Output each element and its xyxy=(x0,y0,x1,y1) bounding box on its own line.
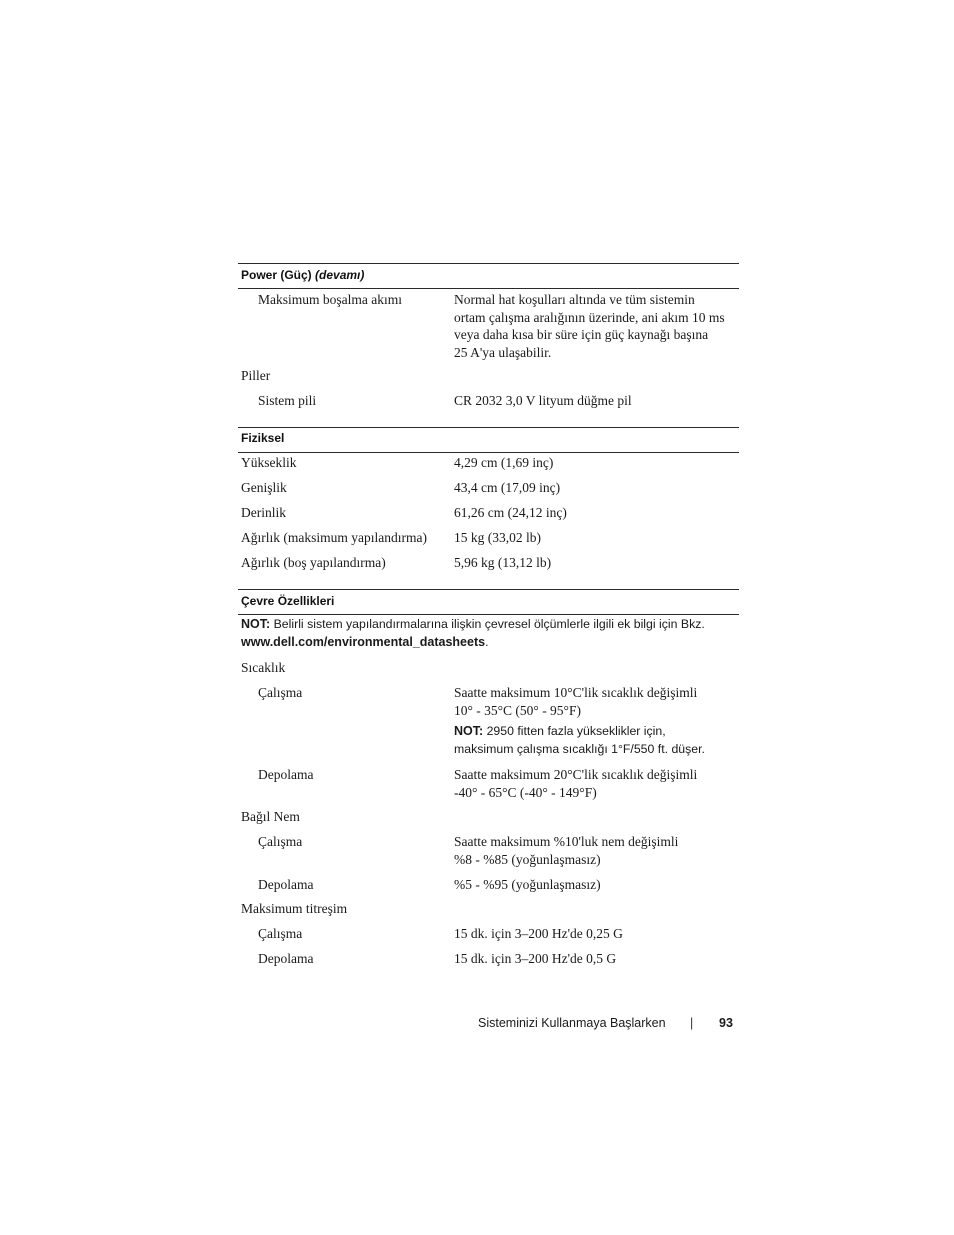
environmental-heading-rule xyxy=(238,614,739,615)
physical-heading-rule xyxy=(238,452,739,453)
weight-max-label: Ağırlık (maksimum yapılandırma) xyxy=(241,530,427,545)
temp-note-line2: maksimum çalışma sıcaklığı 1°F/550 ft. düşer. xyxy=(454,741,705,756)
temperature-label: Sıcaklık xyxy=(241,660,286,675)
temp-storage-line: -40° - 65°C (-40° - 149°F) xyxy=(454,784,597,800)
vib-operating-label: Çalışma xyxy=(258,926,303,941)
note-end: . xyxy=(485,634,489,649)
max-discharge-label: Maksimum boşalma akımı xyxy=(258,292,402,307)
note-label: NOT: xyxy=(241,617,271,631)
temp-operating-line: 10° - 35°C (50° - 95°F) xyxy=(454,702,581,718)
width-label: Genişlik xyxy=(241,480,287,495)
power-heading-rule xyxy=(238,288,739,289)
height-label: Yükseklik xyxy=(241,455,297,470)
system-battery-label: Sistem pili xyxy=(258,393,317,408)
hum-storage-label: Depolama xyxy=(258,877,314,892)
temp-note-line1: 2950 fitten fazla yükseklikler için, xyxy=(486,724,666,738)
power-heading-continued: (devamı) xyxy=(315,268,365,282)
batteries-label: Piller xyxy=(241,368,271,383)
width-value: 43,4 cm (17,09 inç) xyxy=(454,480,561,495)
weight-empty-value: 5,96 kg (13,12 lb) xyxy=(454,555,552,570)
vib-storage-label: Depolama xyxy=(258,951,314,966)
hum-operating-value xyxy=(454,833,739,868)
humidity-label: Bağıl Nem xyxy=(241,809,300,824)
temp-operating-label: Çalışma xyxy=(258,685,303,700)
vib-storage-value: 15 dk. için 3–200 Hz'de 0,5 G xyxy=(454,951,617,966)
physical-top-rule xyxy=(238,427,739,428)
temp-storage-label: Depolama xyxy=(258,767,314,782)
depth-value: 61,26 cm (24,12 inç) xyxy=(454,505,567,520)
hum-storage-value: %5 - %95 (yoğunlaşmasız) xyxy=(454,877,601,892)
max-discharge-line: veya daha kısa bir süre için güç kaynağı başına xyxy=(454,327,709,342)
page-number: 93 xyxy=(719,1016,733,1030)
power-heading xyxy=(241,268,364,282)
environmental-note xyxy=(241,616,739,651)
max-discharge-line: 25 A'ya ulaşabilir. xyxy=(454,344,552,360)
temp-operating-line: Saatte maksimum 10°C'lik sıcaklık değişimli xyxy=(454,685,698,700)
footer-title: Sisteminizi Kullanmaya Başlarken xyxy=(478,1016,666,1030)
footer-separator: | xyxy=(690,1016,694,1030)
power-heading-text: Power (Güç) xyxy=(241,268,312,282)
temp-storage-value xyxy=(454,766,739,801)
environmental-top-rule xyxy=(238,589,739,590)
temp-operating-value xyxy=(454,684,739,719)
hum-operating-label: Çalışma xyxy=(258,834,303,849)
weight-max-value: 15 kg (33,02 lb) xyxy=(454,530,541,545)
depth-label: Derinlik xyxy=(241,505,286,520)
note-text: Belirli sistem yapılandırmalarına ilişkin çevresel ölçümlerle ilgili ek bilgi için Bkz. xyxy=(273,617,705,631)
power-top-rule xyxy=(238,263,739,264)
max-discharge-line: Normal hat koşulları altında ve tüm sistemin xyxy=(454,292,695,307)
height-value: 4,29 cm (1,69 inç) xyxy=(454,455,554,470)
weight-empty-label: Ağırlık (boş yapılandırma) xyxy=(241,555,386,570)
environmental-heading: Çevre Özellikleri xyxy=(241,594,335,608)
vib-operating-value: 15 dk. için 3–200 Hz'de 0,25 G xyxy=(454,926,623,941)
datasheets-link[interactable]: www.dell.com/environmental_datasheets xyxy=(241,634,486,649)
max-discharge-value xyxy=(454,291,739,361)
physical-heading: Fiziksel xyxy=(241,431,285,445)
hum-operating-line: Saatte maksimum %10'luk nem değişimli xyxy=(454,834,679,849)
hum-operating-line: %8 - %85 (yoğunlaşmasız) xyxy=(454,851,601,867)
vibration-label: Maksimum titreşim xyxy=(241,901,348,916)
temp-note xyxy=(454,723,739,758)
temp-storage-line: Saatte maksimum 20°C'lik sıcaklık değişimli xyxy=(454,767,698,782)
max-discharge-line: ortam çalışma aralığının üzerinde, ani akım 10 ms xyxy=(454,309,725,325)
temp-note-label: NOT: xyxy=(454,724,484,738)
system-battery-value: CR 2032 3,0 V lityum düğme pil xyxy=(454,393,632,408)
